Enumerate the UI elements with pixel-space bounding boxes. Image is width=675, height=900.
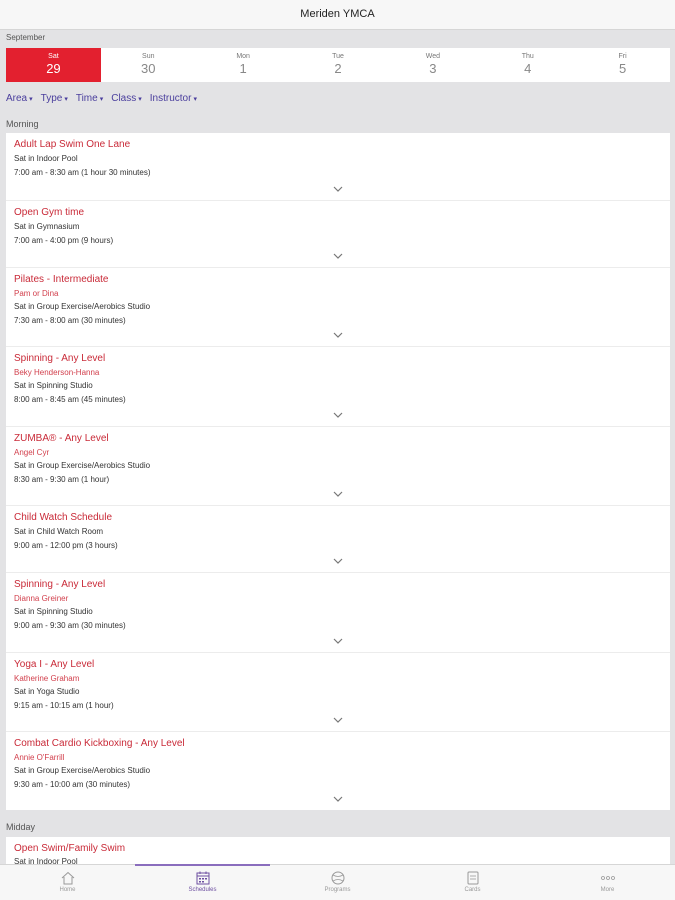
class-name: Spinning - Any Level bbox=[14, 353, 106, 364]
chevron-down-icon[interactable] bbox=[332, 489, 344, 499]
class-item[interactable] bbox=[6, 837, 670, 864]
class-item[interactable] bbox=[6, 732, 670, 810]
day-name: Wed bbox=[425, 53, 440, 60]
class-location: Sat in Spinning Studio bbox=[14, 381, 93, 390]
class-name: Combat Cardio Kickboxing - Any Level bbox=[14, 738, 185, 749]
class-instructor: Annie O'Farrill bbox=[14, 753, 65, 762]
filter-label: Class bbox=[111, 93, 137, 104]
class-time: 8:30 am - 9:30 am (1 hour) bbox=[14, 475, 110, 484]
day-number: 1 bbox=[239, 61, 247, 76]
tab-label: Programs bbox=[324, 887, 351, 893]
day-wed[interactable] bbox=[385, 48, 480, 82]
day-sun[interactable] bbox=[101, 48, 196, 82]
day-tue[interactable] bbox=[291, 48, 386, 82]
day-name: Thu bbox=[521, 53, 534, 60]
filter-label: Type bbox=[40, 93, 63, 104]
day-name: Tue bbox=[332, 53, 344, 60]
class-instructor: Angel Cyr bbox=[14, 448, 50, 457]
class-location: Sat in Group Exercise/Aerobics Studio bbox=[14, 302, 151, 311]
filter-bar bbox=[6, 93, 197, 104]
day-selector bbox=[6, 48, 670, 82]
day-number: 5 bbox=[618, 61, 627, 76]
month-label: September bbox=[6, 33, 46, 42]
class-time: 7:00 am - 4:00 pm (9 hours) bbox=[14, 236, 114, 245]
day-name: Sun bbox=[142, 53, 155, 60]
class-location: Sat in Indoor Pool bbox=[14, 857, 78, 864]
chevron-down-icon[interactable] bbox=[332, 636, 344, 646]
class-time: 9:00 am - 12:00 pm (3 hours) bbox=[14, 541, 118, 550]
more-dots-icon bbox=[600, 870, 616, 886]
day-number: 3 bbox=[429, 61, 437, 76]
day-mon[interactable] bbox=[196, 48, 291, 82]
chevron-down-icon[interactable] bbox=[332, 715, 344, 725]
ball-icon bbox=[330, 870, 346, 886]
nav-bar bbox=[0, 0, 675, 30]
class-location: Sat in Child Watch Room bbox=[14, 527, 104, 536]
class-time: 7:00 am - 8:30 am (1 hour 30 minutes) bbox=[14, 168, 151, 177]
filter-label: Time bbox=[75, 93, 98, 104]
day-number: 30 bbox=[141, 61, 156, 76]
filter-label: Area bbox=[6, 93, 28, 104]
app-title: Meriden YMCA bbox=[300, 8, 375, 20]
class-name: Adult Lap Swim One Lane bbox=[14, 139, 131, 150]
class-item[interactable] bbox=[6, 653, 670, 732]
morning-class-list bbox=[6, 133, 670, 810]
day-name: Fri bbox=[618, 53, 627, 60]
class-instructor: Pam or Dina bbox=[14, 289, 59, 298]
filter-instructor[interactable] bbox=[150, 93, 197, 104]
midday-class-list bbox=[6, 837, 670, 864]
class-time: 9:15 am - 10:15 am (1 hour) bbox=[14, 701, 114, 710]
chevron-down-icon[interactable] bbox=[332, 251, 344, 261]
day-number: 29 bbox=[46, 61, 61, 76]
chevron-down-icon[interactable] bbox=[332, 410, 344, 420]
chevron-down-icon[interactable] bbox=[332, 330, 344, 340]
tab-label: Cards bbox=[464, 887, 481, 893]
class-location: Sat in Spinning Studio bbox=[14, 607, 93, 616]
caret-down-icon: ▾ bbox=[138, 96, 142, 103]
section-label-morning: Morning bbox=[6, 119, 39, 129]
tab-programs[interactable] bbox=[270, 865, 405, 900]
class-location: Sat in Group Exercise/Aerobics Studio bbox=[14, 766, 151, 775]
day-number: 2 bbox=[334, 61, 342, 76]
tab-more[interactable] bbox=[540, 865, 675, 900]
tab-schedules[interactable] bbox=[135, 865, 270, 900]
class-name: Child Watch Schedule bbox=[14, 512, 113, 523]
chevron-down-icon[interactable] bbox=[332, 794, 344, 804]
day-name: Mon bbox=[236, 53, 250, 60]
day-sat[interactable] bbox=[6, 48, 101, 82]
day-thu[interactable] bbox=[480, 48, 575, 82]
class-item[interactable] bbox=[6, 573, 670, 653]
home-icon bbox=[60, 870, 76, 886]
tab-label: More bbox=[600, 887, 615, 893]
class-item[interactable] bbox=[6, 506, 670, 573]
class-time: 9:30 am - 10:00 am (30 minutes) bbox=[14, 780, 131, 789]
class-instructor: Beky Henderson-Hanna bbox=[14, 368, 100, 377]
class-item[interactable] bbox=[6, 268, 670, 347]
class-time: 9:00 am - 9:30 am (30 minutes) bbox=[14, 621, 126, 630]
class-item[interactable] bbox=[6, 201, 670, 268]
class-name: Open Swim/Family Swim bbox=[14, 843, 126, 854]
class-location: Sat in Group Exercise/Aerobics Studio bbox=[14, 461, 151, 470]
filter-area[interactable] bbox=[6, 93, 33, 104]
day-number: 4 bbox=[524, 61, 532, 76]
section-label-midday: Midday bbox=[6, 822, 36, 832]
class-name: Pilates - Intermediate bbox=[14, 274, 109, 285]
class-location: Sat in Indoor Pool bbox=[14, 154, 78, 163]
class-name: Spinning - Any Level bbox=[14, 579, 106, 590]
class-name: Open Gym time bbox=[14, 207, 85, 218]
class-instructor: Dianna Greiner bbox=[14, 594, 69, 603]
day-fri[interactable] bbox=[575, 48, 670, 82]
class-location: Sat in Yoga Studio bbox=[14, 687, 80, 696]
tab-bar bbox=[0, 864, 675, 900]
chevron-down-icon[interactable] bbox=[332, 184, 344, 194]
class-item[interactable] bbox=[6, 427, 670, 506]
class-name: Yoga I - Any Level bbox=[14, 659, 95, 670]
tab-label: Home bbox=[59, 887, 76, 893]
tab-home[interactable] bbox=[0, 865, 135, 900]
class-item[interactable] bbox=[6, 133, 670, 201]
class-time: 7:30 am - 8:00 am (30 minutes) bbox=[14, 316, 126, 325]
caret-down-icon: ▾ bbox=[29, 96, 33, 103]
caret-down-icon: ▾ bbox=[99, 96, 104, 103]
class-item[interactable] bbox=[6, 347, 670, 427]
class-location: Sat in Gymnasium bbox=[14, 222, 80, 231]
caret-down-icon: ▾ bbox=[64, 96, 68, 103]
calendar-icon bbox=[195, 870, 211, 886]
filter-label: Instructor bbox=[149, 93, 192, 104]
day-name: Sat bbox=[48, 53, 59, 60]
class-time: 8:00 am - 8:45 am (45 minutes) bbox=[14, 395, 126, 404]
class-name: ZUMBA® - Any Level bbox=[14, 433, 109, 444]
tab-label: Schedules bbox=[188, 887, 217, 893]
filter-time[interactable] bbox=[76, 93, 103, 104]
caret-down-icon: ▾ bbox=[193, 96, 197, 103]
filter-class[interactable] bbox=[111, 93, 142, 104]
chevron-down-icon[interactable] bbox=[332, 556, 344, 566]
class-instructor: Katherine Graham bbox=[14, 674, 80, 683]
card-icon bbox=[465, 870, 481, 886]
filter-type[interactable] bbox=[41, 93, 68, 104]
tab-cards[interactable] bbox=[405, 865, 540, 900]
